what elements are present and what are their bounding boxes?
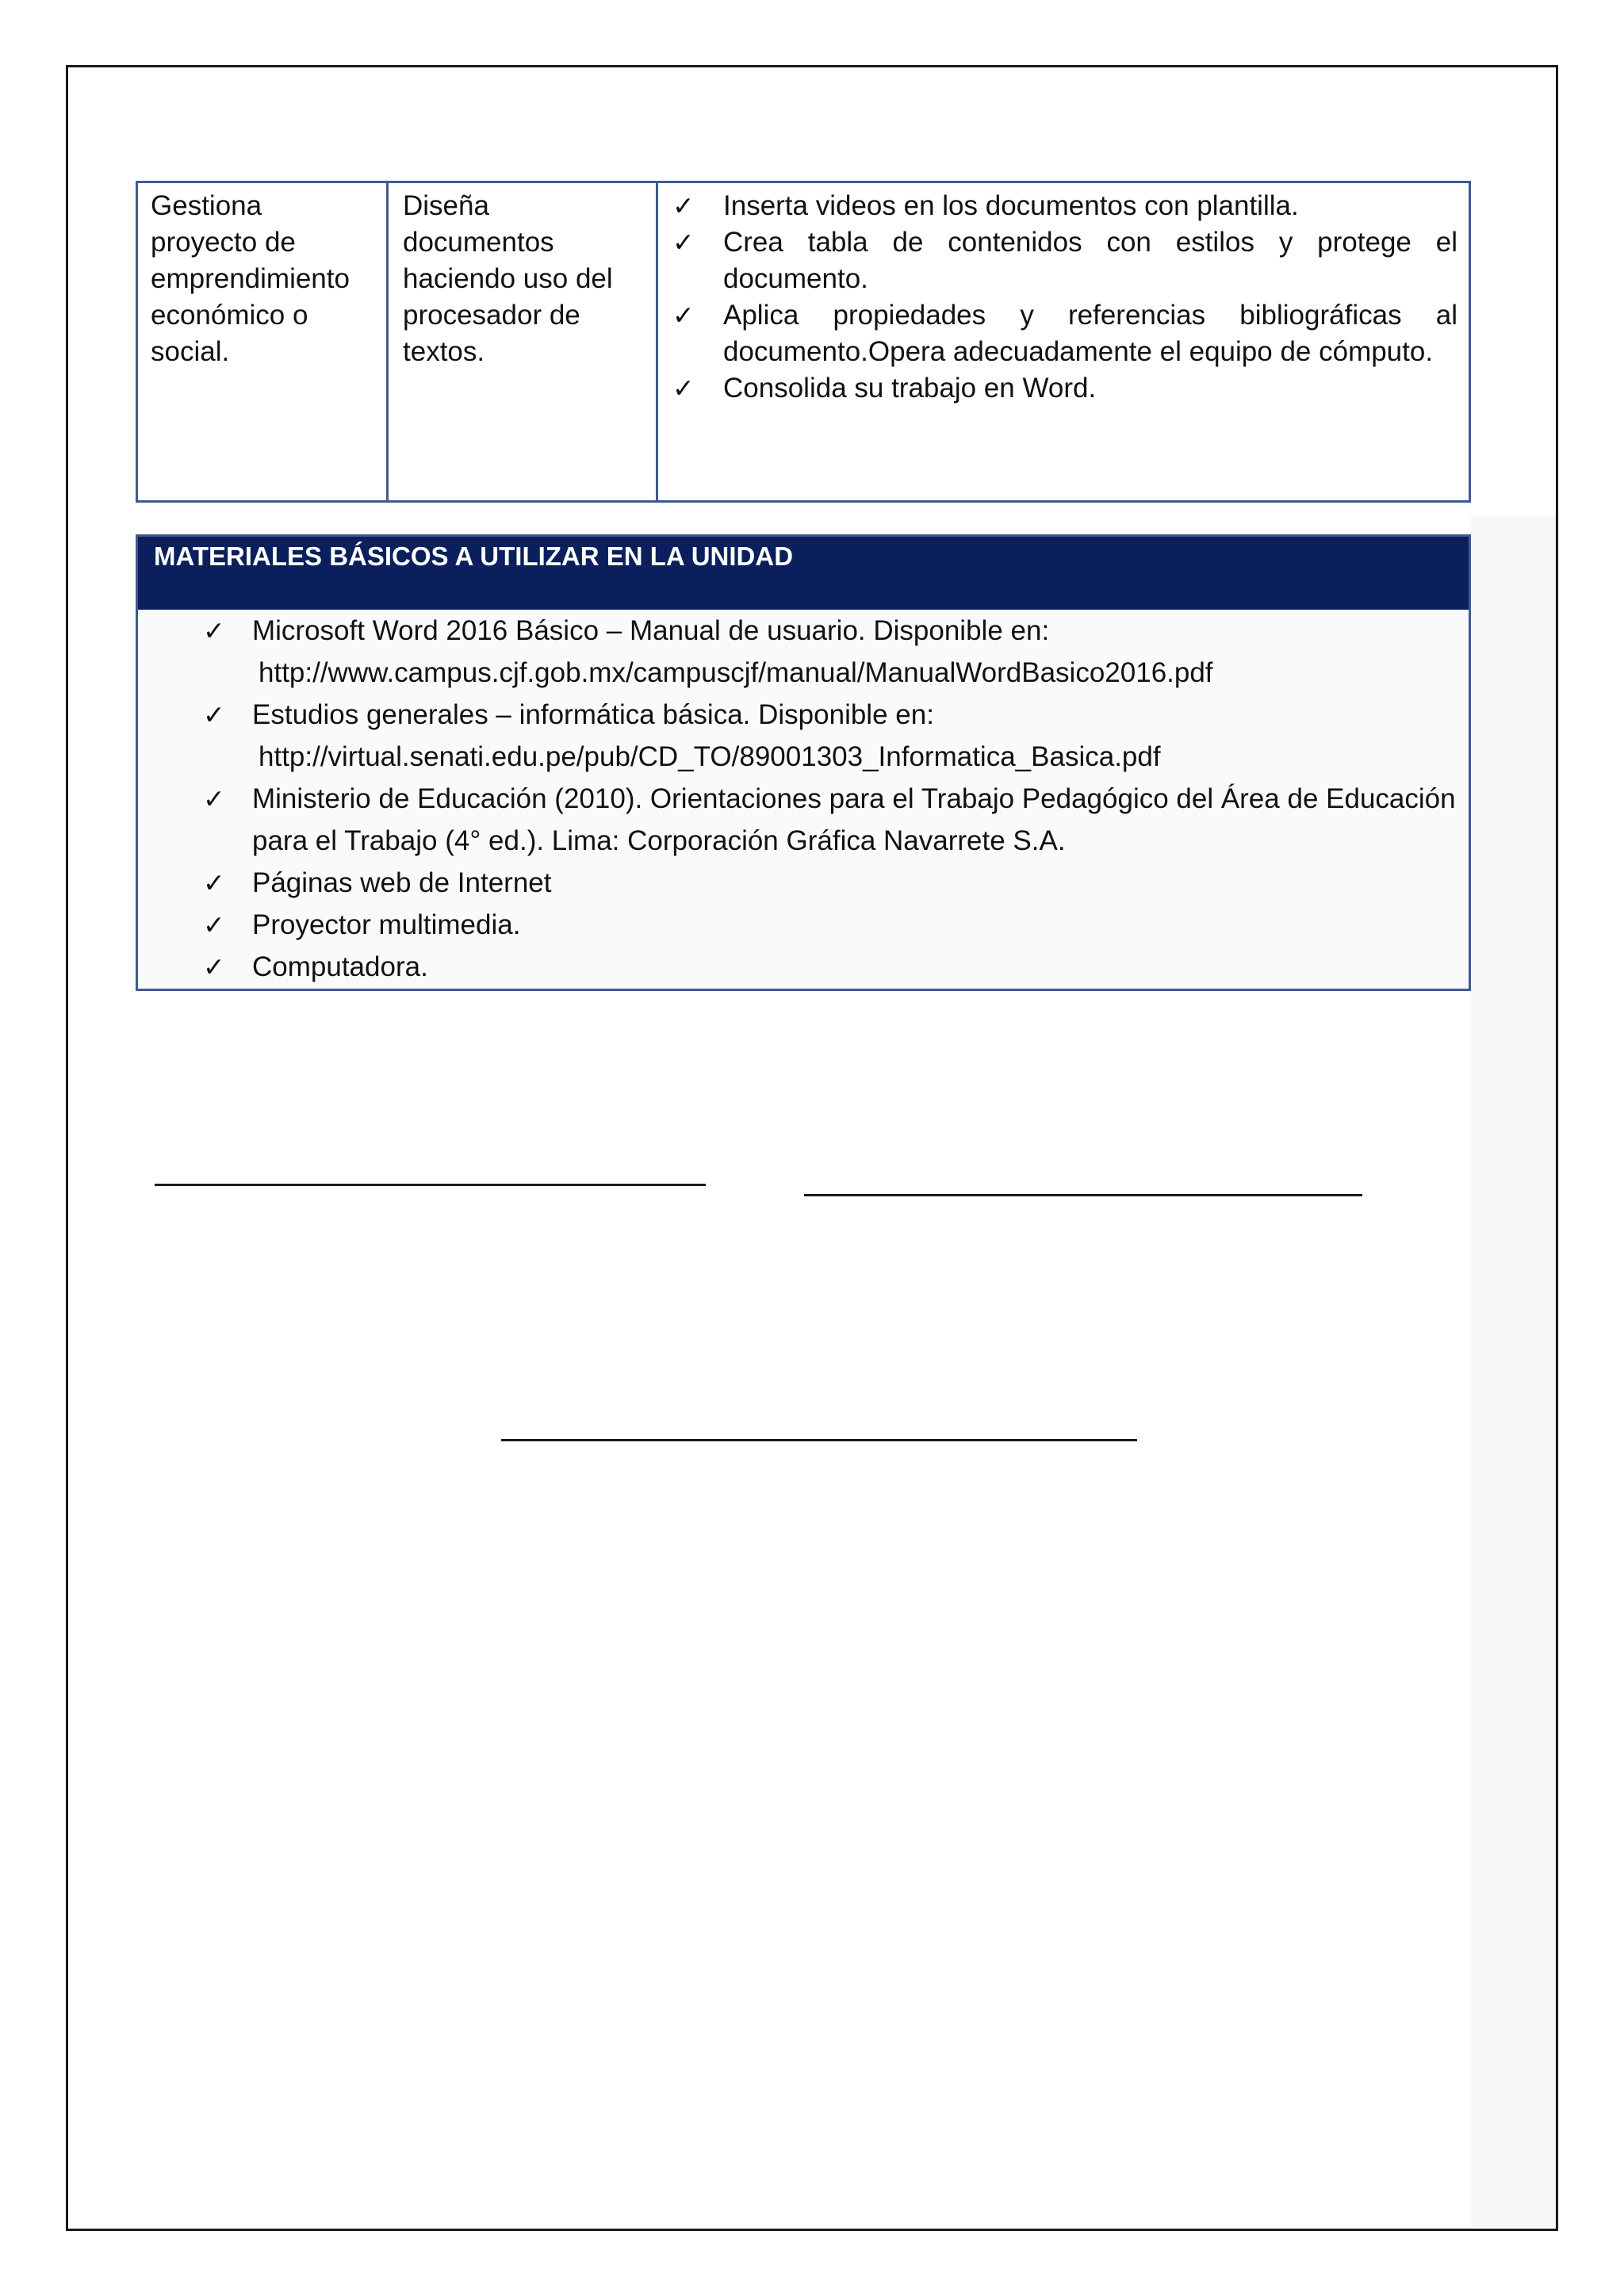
capacity-cell bbox=[389, 183, 658, 500]
materials-item: ✓ Proyector multimedia. bbox=[138, 904, 1456, 946]
competency-text: Gestiona proyecto de emprendimiento económico o social. bbox=[151, 190, 350, 367]
indicator-item: ✓ Inserta videos en los documentos con plantilla. bbox=[672, 188, 1457, 224]
indicators-list bbox=[672, 188, 1457, 407]
capacity-text: Diseña documentos haciendo uso del procesador de textos. bbox=[403, 190, 613, 367]
competency-table bbox=[136, 181, 1471, 503]
materials-item: ✓ Estudios generales – informática básica. Disponible en: http://virtual.senati.edu.pe/pub/CD_TO/89001303_Informatica_Basica.pdf bbox=[138, 694, 1456, 778]
signature-line-right bbox=[804, 1194, 1362, 1196]
check-icon: ✓ bbox=[203, 951, 225, 982]
indicators-cell bbox=[658, 183, 1469, 500]
competency-cell bbox=[138, 183, 389, 500]
materials-item: ✓ Microsoft Word 2016 Básico – Manual de usuario. Disponible en: http://www.campus.cjf.gob.mx/campuscjf/manual/ManualWordBasico2016.pdf bbox=[138, 610, 1456, 694]
materials-link[interactable]: http://virtual.senati.edu.pe/pub/CD_TO/89001303_Informatica_Basica.pdf bbox=[259, 741, 1161, 772]
signature-line-left bbox=[155, 1184, 706, 1186]
check-icon: ✓ bbox=[203, 867, 225, 898]
check-icon: ✓ bbox=[672, 190, 695, 221]
check-icon: ✓ bbox=[203, 699, 225, 730]
check-icon: ✓ bbox=[672, 300, 695, 331]
check-icon: ✓ bbox=[203, 909, 225, 940]
check-icon: ✓ bbox=[203, 783, 225, 814]
materials-item: ✓ Páginas web de Internet bbox=[138, 862, 1456, 904]
materials-header: MATERIALES BÁSICOS A UTILIZAR EN LA UNIDAD bbox=[138, 537, 1469, 610]
indicator-item: ✓ Crea tabla de contenidos con estilos y protege el documento. bbox=[672, 224, 1457, 297]
indicator-item: ✓ Aplica propiedades y referencias bibliográficas al documento.Opera adecuadamente el equipo de cómputo. bbox=[672, 297, 1457, 370]
signature-line-center bbox=[501, 1439, 1137, 1441]
check-icon: ✓ bbox=[672, 373, 695, 404]
materials-item: ✓ Computadora. bbox=[138, 946, 1456, 988]
check-icon: ✓ bbox=[672, 227, 695, 258]
indicator-item: ✓ Consolida su trabajo en Word. bbox=[672, 370, 1457, 407]
materials-link[interactable]: http://www.campus.cjf.gob.mx/campuscjf/manual/ManualWordBasico2016.pdf bbox=[259, 657, 1213, 688]
materials-box bbox=[136, 534, 1471, 991]
materials-item: ✓ Ministerio de Educación (2010). Orientaciones para el Trabajo Pedagógico del Área de Educación para el Trabajo (4° ed.). Lima: Corporación Gráfica Navarrete S.A. bbox=[138, 778, 1456, 862]
check-icon: ✓ bbox=[203, 615, 225, 646]
materials-list bbox=[138, 610, 1469, 988]
